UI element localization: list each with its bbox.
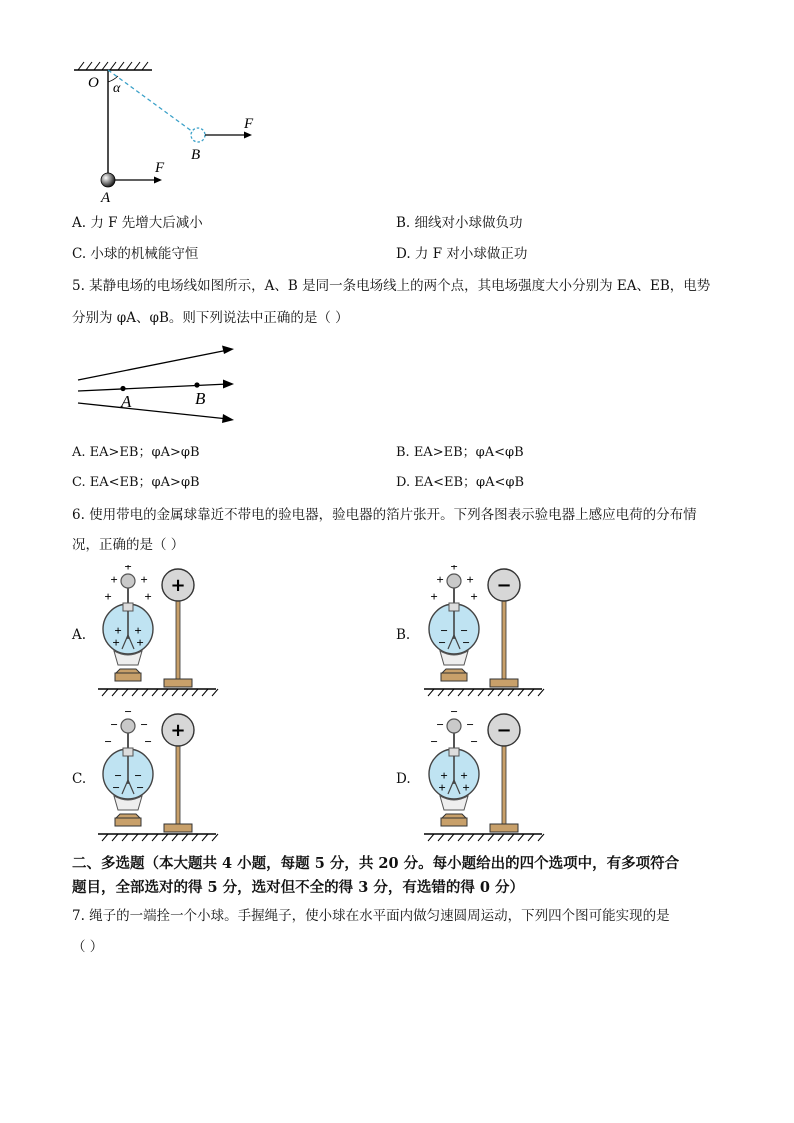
top-charge: + <box>430 589 438 604</box>
top-charge: − <box>140 717 148 732</box>
q5-option-B: B. EA>EB；φA<φB <box>396 445 524 460</box>
top-charge: − <box>144 734 152 749</box>
q5-label-B: B <box>195 389 206 408</box>
ball-sign-B: − <box>496 575 512 596</box>
top-charge: − <box>124 710 132 719</box>
top-charge: + <box>110 572 118 587</box>
section-heading-line2: 题目，全部选对的得 5 分，选对但不全的得 3 分，有选错的得 0 分） <box>72 879 525 896</box>
q6-stem-line1: 6. 使用带电的金属球靠近不带电的验电器，验电器的箔片张开。下列各图表示验电器上感应电荷的分布情 <box>72 507 697 523</box>
top-charge: − <box>450 710 458 719</box>
section-heading-line1: 二、多选题（本大题共 4 小题，每题 5 分，共 20 分。每小题给出的四个选项中，有多项符合 <box>72 855 680 872</box>
top-charge: + <box>124 565 132 574</box>
leaf-charge: − <box>136 780 144 795</box>
q5-stem-line1: 5. 某静电场的电场线如图所示，A、B 是同一条电场线上的两个点，其电场强度大小分别为 EA、EB，电势 <box>72 278 711 294</box>
q6-option-label-B: B. <box>396 627 411 643</box>
top-charge: − <box>104 734 112 749</box>
top-charge: + <box>470 589 478 604</box>
label-O: O <box>88 75 99 91</box>
leaf-charge: − <box>440 623 448 638</box>
top-charge: − <box>466 717 474 732</box>
q4-option-C: C. 小球的机械能守恒 <box>72 246 199 262</box>
q6-option-label-A: A. <box>72 627 87 643</box>
q5-stem-line2: 分别为 φA、φB。则下列说法中正确的是（ ） <box>72 310 349 326</box>
leaf-charge: + <box>438 780 446 795</box>
q5-field-lines-figure <box>70 340 250 430</box>
top-charge: + <box>140 572 148 587</box>
q5-option-C: C. EA<EB；φA>φB <box>72 475 200 490</box>
leaf-charge: + <box>112 635 120 650</box>
top-charge: + <box>144 589 152 604</box>
ball-sign-C: + <box>170 720 186 741</box>
q7-stem-line1: 7. 绳子的一端拴一个小球。手握绳子，使小球在水平面内做匀速圆周运动，下列四个图可能实现的是 <box>72 908 670 924</box>
top-charge: − <box>436 717 444 732</box>
leaf-charge: + <box>440 768 448 783</box>
leaf-charge: + <box>114 623 122 638</box>
ball-sign-D: − <box>496 720 512 741</box>
top-charge: − <box>110 717 118 732</box>
top-charge: − <box>470 734 478 749</box>
label-alpha: α <box>113 81 121 96</box>
q4-option-A: A. 力 F 先增大后减小 <box>72 215 203 231</box>
leaf-charge: + <box>136 635 144 650</box>
top-charge: + <box>436 572 444 587</box>
leaf-charge: − <box>460 623 468 638</box>
q5-option-A: A. EA>EB；φA>φB <box>72 445 200 460</box>
label-F-bottom: F <box>155 160 165 176</box>
top-charge: + <box>466 572 474 587</box>
label-B: B <box>191 147 201 163</box>
leaf-charge: − <box>438 635 446 650</box>
q7-stem-line2: （ ） <box>72 939 104 955</box>
electroscope-figure-C <box>94 710 222 842</box>
leaf-charge: + <box>460 768 468 783</box>
q6-option-label-C: C. <box>72 771 87 787</box>
top-charge: + <box>450 565 458 574</box>
leaf-charge: − <box>114 768 122 783</box>
label-A: A <box>101 190 111 206</box>
electroscope-figure-D <box>420 710 548 842</box>
q6-option-label-D: D. <box>396 771 411 787</box>
leaf-charge: + <box>462 780 470 795</box>
electroscope-figure-B <box>420 565 548 697</box>
leaf-charge: − <box>134 768 142 783</box>
q5-label-A: A <box>121 392 132 411</box>
leaf-charge: + <box>134 623 142 638</box>
q6-stem-line2: 况，正确的是（ ） <box>72 537 185 553</box>
top-charge: − <box>430 734 438 749</box>
leaf-charge: − <box>462 635 470 650</box>
q4-pendulum-figure <box>60 58 280 206</box>
q5-option-D: D. EA<EB；φA<φB <box>396 475 525 490</box>
top-charge: + <box>104 589 112 604</box>
ball-sign-A: + <box>170 575 186 596</box>
q4-option-D: D. 力 F 对小球做正功 <box>396 246 528 262</box>
electroscope-figure-A <box>94 565 222 697</box>
leaf-charge: − <box>112 780 120 795</box>
q4-option-B: B. 细线对小球做负功 <box>396 215 523 231</box>
label-F-top: F <box>244 116 254 132</box>
